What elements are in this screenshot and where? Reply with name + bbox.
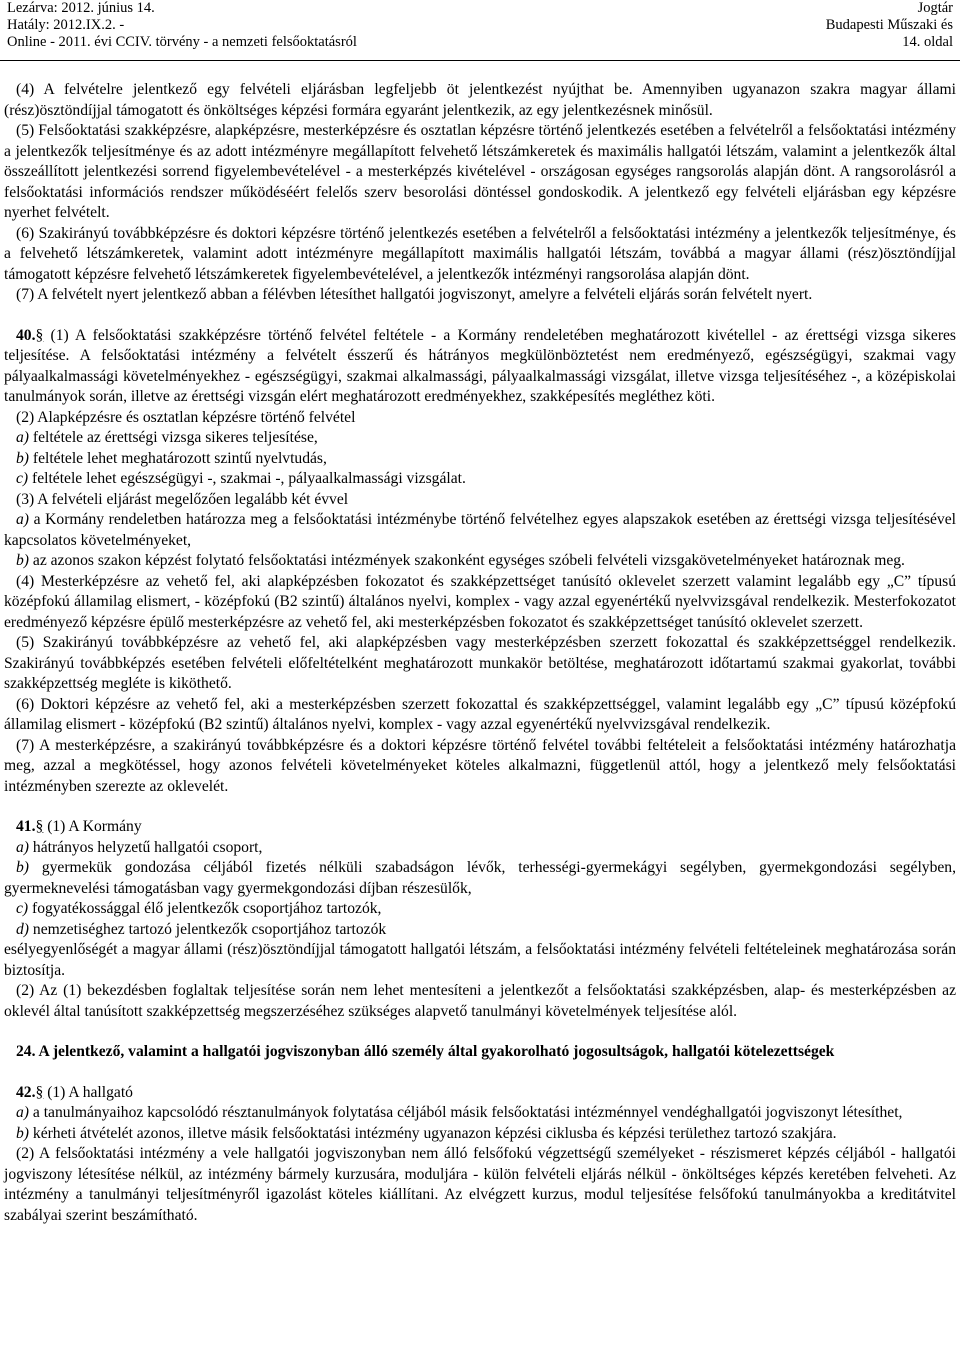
page-header <box>0 0 960 56</box>
section-number: 41. <box>16 818 36 835</box>
paragraph: (7) A felvételt nyert jelentkező abban a félévben létesíthet hallgatói jogviszonyt, amelyre a felvételi eljárás során felvételt nyert. <box>16 286 813 303</box>
header-right <box>826 0 953 51</box>
publisher-name: Jogtár <box>917 0 953 16</box>
list-item: b) feltétele lehet meghatározott szintű nyelvtudás, <box>16 449 327 467</box>
list-item: d) nemzetiséghez tartozó jelentkezők csoportjához tartozók <box>16 920 387 938</box>
section-link-icon[interactable]: § <box>35 1083 44 1101</box>
paragraph: (7) A mesterképzésre, a szakirányú továbbképzésre és a doktori képzésre történő felvétel további feltételeit a felsőoktatási intézmény határozhatja meg, azzal a megkötéssel, hogy azonos felvételi követelményeket köteles alkalmazni, függetlenül attól, hogy a jelentkező mely felsőoktatási intézményben szerezte az oklevelét. <box>4 736 956 795</box>
section-41: 41.§ (1) A Kormány <box>16 818 142 835</box>
list-item: c) fogyatékossággal élő jelentkezők csoportjához tartozók, <box>16 900 382 917</box>
document-body <box>4 80 956 1226</box>
paragraph: (6) Szakirányú továbbképzésre és doktori képzésre történő jelentkezés esetében a felvételről a felsőoktatási intézmény a jelentkezők teljesítménye, és a felvehető létszámkeretek, valamint adott intézményre megállapított maximális hallgatói létszám, továbbá a magyar állami (rész)ösztöndíjjal támogatott képzésre felvehető létszámkeretek figyelembevételével, a jelentkezők intézményi rangsorolása alapján dönt. <box>4 224 956 283</box>
paragraph: (4) Mesterképzésre az vehető fel, aki alapképzésben fokozatot és szakképzettséget tanúsító oklevelet szerzett valamint legalább egy „C” típusú középfokú államilag elismert, - középfokú (B2 szintű) általános nyelvi, komplex - vagy azzal egyenértékű nyelvvizsgával rendelkezik. Mesterfokozatot eredményező képzésre épülő mesterképzésre az vehető fel, aki mesterképzésben fokozatot és szakképzettséget tanúsító oklevelet szerzett. <box>4 572 956 631</box>
list-item: b) kérheti átvételét azonos, illetve másik felsőoktatási intézmény ugyanazon képzési ciklusba és képzési területhez tartozó szakjára. <box>16 1124 837 1142</box>
paragraph: (4) A felvételre jelentkező egy felvételi eljárásban legfeljebb öt jelentkezést nyújthat be. Amennyiben ugyanazon szakra magyar állami (rész)ösztöndíjjal támogatott és önköltséges képzési formára egyaránt jelentkezik, az egy jelentkezésnek minősül. <box>4 81 956 119</box>
page-number: 14. oldal <box>902 34 953 50</box>
paragraph: (2) A felsőoktatási intézmény a vele hallgatói jogviszonyban nem álló felsőfokú végzettségű személyeket - részismeret képzés céljából - hallgatói jogviszony létesítése nélkül, az intézmény bármely kurzusára, moduljára - külön felvételi eljárás nélkül - önköltséges képzés keretében felveheti. Az intézmény a tanulmányi teljesítményről igazolást köteles kiállítani. Az elvégzett kurzus, modul teljesítése felsőfokú tanulmányokba a kreditátvitel szabályai szerint beszámítható. <box>4 1145 956 1224</box>
section-40: 40.§ (1) A felsőoktatási szakképzésre történő felvétel feltétele - a Kormány rendeletében meghatározott kivétellel - az érettségi vizsga sikeres teljesítése. A felsőoktatási intézmény a felvételt ésszerű és hátrányos megkülönböztetést nem eredményező, egészségügyi, szakmai vagy pályaalkalmassági követelményekhez - egészségügyi, szakmai alkalmassági, pályaalkalmassági vizsgálat, illetve vizsga teljesítéséhez -, a középiskolai tanulmányok során, illetve az érettségi vizsgán elért meghatározott eredményekhez, szakképesítés megléthez köti. <box>4 326 956 405</box>
paragraph: esélyegyenlőségét a magyar állami (rész)ösztöndíjjal támogatott hallgatói létszám, a felsőoktatási intézmény felvételi feltételeinek meghatározása során biztosítja. <box>4 941 956 979</box>
section-42: 42.§ (1) A hallgató <box>16 1083 133 1101</box>
paragraph: (2) Az (1) bekezdésben foglaltak teljesítése során nem lehet mentesíteni a jelentkezőt a felsőoktatási szakképzésben, alap- és mesterképzésben az oklevél által tanúsított szakképzettség megszerzéséhez szükséges alapvető tanulmányi követelmények teljesítése alól. <box>4 982 956 1020</box>
paragraph: (3) A felvételi eljárást megelőzően legalább két évvel <box>16 490 349 508</box>
list-item: a) feltétele az érettségi vizsga sikeres teljesítése, <box>16 429 318 446</box>
paragraph: (5) Felsőoktatási szakképzésre, alapképzésre, mesterképzésre és osztatlan képzésre történő jelentkezés esetében a felvételről a felsőoktatási intézmény a jelentkezők teljesítménye és az adott intézményre megállapított felvehető létszámkeretek és maximális hallgatói létszám, valamint a jelentkezők által összeállított jelentkezési sorrend figyelembevételével - a mesterképzés kivételével - országosan egységes rangsorolás alapján dönt. A rangsorolásról a felsőoktatási információs rendszer működéséért felelős szerv besorolási döntéssel gondoskodik. A jelentkező egy felvételi eljárásban egy képzésre nyerhet felvételt. <box>4 122 956 221</box>
paragraph: (6) Doktori képzésre az vehető fel, aki a mesterképzésben szerzett fokozattal és szakképzettséggel, valamint legalább egy „C” típusú középfokú államilag elismert - középfokú (B2 szintű) általános nyelvi, komplex - vagy azzal egyenértékű nyelvvizsgával rendelkezik. <box>4 695 956 733</box>
section-number: 42. <box>16 1083 36 1101</box>
list-item: c) feltétele lehet egészségügyi -, szakmai -, pályaalkalmassági vizsgálat. <box>16 470 466 487</box>
document-title: Online - 2011. évi CCIV. törvény - a nemzeti felsőoktatásról <box>7 34 357 50</box>
section-number: 40. <box>16 326 36 344</box>
list-item: b) az azonos szakon képzést folytató felsőoktatási intézmények szakonként egységes szóbeli felvételi vizsgakövetelményeket határoznak meg. <box>16 552 905 569</box>
header-divider <box>0 60 960 61</box>
header-left <box>7 0 357 51</box>
list-item: b) gyermekük gondozása céljából fizetés nélküli szabadságon lévők, terhességi-gyermekágyi segélyben, gyermekgondozási segélyben, gyermeknevelési támogatásban vagy gyermekgondozási díjban részesülők, <box>4 859 956 897</box>
list-item: a) hátrányos helyzetű hallgatói csoport, <box>16 838 263 856</box>
list-item: a) a Kormány rendeletben határozza meg a felsőoktatási intézménybe történő felvételhez egyes alapszakok esetében az érettségi vizsga teljesítésével kapcsolatos követelményeket, <box>4 511 956 549</box>
chapter-heading: 24. A jelentkező, valamint a hallgatói jogviszonyban álló személy által gyakorolható jogosultságok, hallgatói kötelezettségek <box>16 1043 835 1060</box>
effective-date: Hatály: 2012.IX.2. - <box>7 17 125 33</box>
closed-date: Lezárva: 2012. június 14. <box>7 0 155 16</box>
section-link-icon[interactable]: § <box>35 326 44 344</box>
paragraph: (5) Szakirányú továbbképzésre az vehető fel, aki alapképzésben vagy mesterképzésben szerzett fokozattal és szakképzettséggel rendelkezik. Szakirányú továbbképzés esetében felvételi előfeltételként meghatározott munkakör betöltése, meghatározott időtartamú szakmai gyakorlat, további szakképzettség megléte is kiköthető. <box>4 634 956 692</box>
paragraph: (2) Alapképzésre és osztatlan képzésre történő felvétel <box>16 408 356 426</box>
licensee-name: Budapesti Műszaki és <box>825 17 953 33</box>
list-item: a) a tanulmányaihoz kapcsolódó résztanulmányok folytatása céljából másik felsőoktatási intézménnyel vendéghallgatói jogviszonyt létesíthet, <box>16 1104 903 1121</box>
section-link-icon[interactable]: § <box>35 818 44 835</box>
